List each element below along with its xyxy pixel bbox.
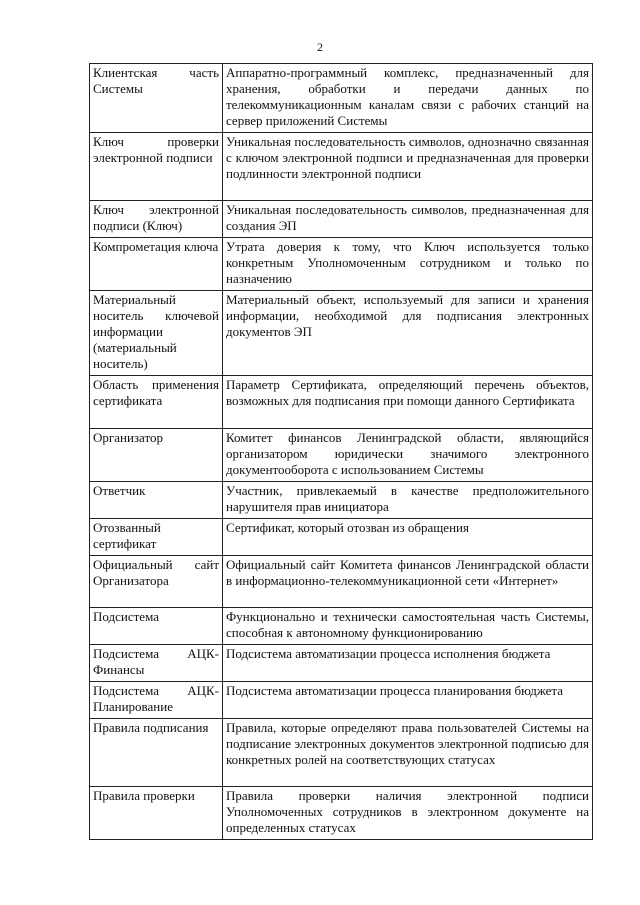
definition-cell: Участник, привлекаемый в качестве предположительного нарушителя прав инициатора	[223, 482, 593, 519]
definition-cell: Сертификат, который отозван из обращения	[223, 519, 593, 556]
term-cell: Ключ электронной подписи (Ключ)	[90, 201, 223, 238]
term-cell: Подсистема	[90, 608, 223, 645]
table-row	[90, 291, 593, 376]
table-row	[90, 719, 593, 787]
definition-cell: Правила проверки наличия электронной подписи Уполномоченных сотрудников в электронном документе на определенных статусах	[223, 787, 593, 840]
table-row	[90, 238, 593, 291]
page-number: 2	[317, 40, 323, 54]
table-row	[90, 787, 593, 840]
definition-cell: Параметр Сертификата, определяющий перечень объектов, возможных для подписания при помощи данного Сертификата	[223, 376, 593, 429]
table-row	[90, 645, 593, 682]
term-cell: Правила проверки	[90, 787, 223, 840]
term-cell: Отозванный сертификат	[90, 519, 223, 556]
term-cell: Область применения сертификата	[90, 376, 223, 429]
table-row	[90, 64, 593, 133]
definition-cell: Уникальная последовательность символов, предназначенная для создания ЭП	[223, 201, 593, 238]
definition-cell: Официальный сайт Комитета финансов Ленинградской области в информационно-телекоммуникационной сети «Интернет»	[223, 556, 593, 608]
term-cell: Подсистема АЦК-Планирование	[90, 682, 223, 719]
definition-cell: Утрата доверия к тому, что Ключ используется только конкретным Уполномоченным сотрудником и только по назначению	[223, 238, 593, 291]
definition-cell: Материальный объект, используемый для записи и хранения информации, необходимой для подписания электронных документов ЭП	[223, 291, 593, 376]
term-cell: Ответчик	[90, 482, 223, 519]
definition-cell: Подсистема автоматизации процесса планирования бюджета	[223, 682, 593, 719]
term-cell: Организатор	[90, 429, 223, 482]
definition-cell: Уникальная последовательность символов, однозначно связанная с ключом электронной подписи и предназначенная для проверки подлинности электронной подписи	[223, 133, 593, 201]
table-row	[90, 556, 593, 608]
term-cell: Материальный носитель ключевой информации (материальный носитель)	[90, 291, 223, 376]
table-row	[90, 376, 593, 429]
term-cell: Официальный сайт Организатора	[90, 556, 223, 608]
table-row	[90, 682, 593, 719]
table-row	[90, 201, 593, 238]
table-row	[90, 608, 593, 645]
term-cell: Ключ проверки электронной подписи	[90, 133, 223, 201]
term-cell: Правила подписания	[90, 719, 223, 787]
glossary-table	[89, 63, 593, 840]
term-cell: Клиентская часть Системы	[90, 64, 223, 133]
definition-cell: Аппаратно-программный комплекс, предназначенный для хранения, обработки и передачи данных по телекоммуникационным каналам связи с рабочих станций на сервер приложений Системы	[223, 64, 593, 133]
term-cell: Подсистема АЦК-Финансы	[90, 645, 223, 682]
definition-cell: Подсистема автоматизации процесса исполнения бюджета	[223, 645, 593, 682]
definition-cell: Комитет финансов Ленинградской области, являющийся организатором юридически значимого электронного документооборота с использованием Системы	[223, 429, 593, 482]
table-row	[90, 429, 593, 482]
definition-cell: Функционально и технически самостоятельная часть Системы, способная к автономному функционированию	[223, 608, 593, 645]
definition-cell: Правила, которые определяют права пользователей Системы на подписание электронных документов электронной подписью для конкретных ролей на соответствующих статусах	[223, 719, 593, 787]
table-row	[90, 519, 593, 556]
table-row	[90, 133, 593, 201]
table-row	[90, 482, 593, 519]
term-cell: Компрометация ключа	[90, 238, 223, 291]
